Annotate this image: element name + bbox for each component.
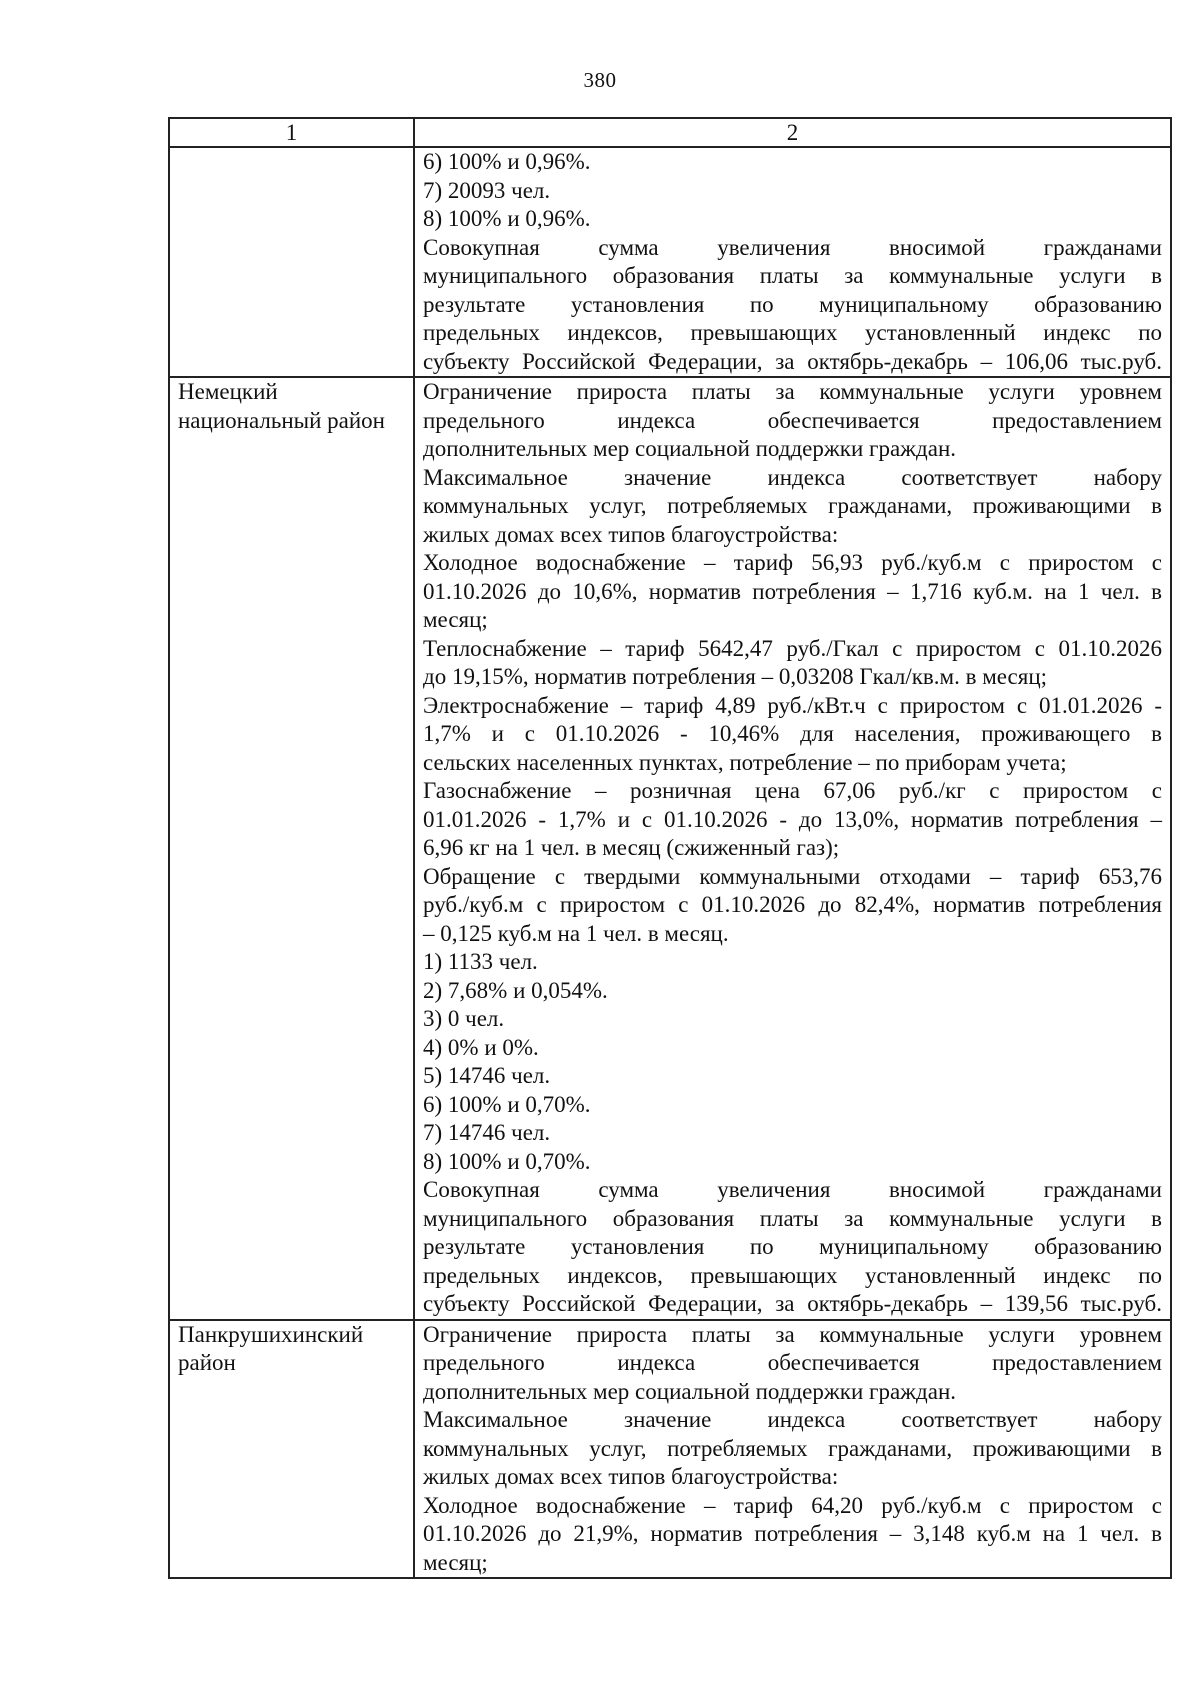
text-line: муниципального образования платы за коммунальные услуги в (423, 1205, 1162, 1231)
text-line: Газоснабжение – розничная цена 67,06 руб./кг с приростом с (423, 778, 1162, 803)
table-row (169, 377, 1171, 1320)
text-line: предельного индекса обеспечивается предоставлением (423, 1350, 1162, 1375)
text-line: 6,96 кг на 1 чел. в месяц (сжиженный газ); (423, 835, 840, 860)
text-line: предельного индекса обеспечивается предоставлением (423, 407, 1162, 433)
text-line: результате установления по муниципальному образованию (423, 291, 1162, 317)
table-row (169, 1320, 1171, 1579)
text-line: Теплоснабжение – тариф 5642,47 руб./Гкал с приростом с 01.10.2026 (423, 635, 1162, 661)
region-cell (169, 147, 414, 377)
text-line: предельных индексов, превышающих установленный индекс по (423, 320, 1162, 345)
text-line: Совокупная сумма увеличения вносимой гражданами (423, 234, 1162, 260)
text-line: 01.10.2026 до 21,9%, норматив потребления – 3,148 куб.м на 1 чел. в (423, 1521, 1162, 1546)
text-line: 4) 0% и 0%. (423, 1034, 539, 1060)
text-line: Максимальное значение индекса соответствует набору (423, 464, 1162, 490)
text-line: муниципального образования платы за коммунальные услуги в (423, 263, 1162, 288)
description-cell (414, 147, 1171, 377)
page-number: 380 (583, 68, 617, 92)
text-line: 1) 1133 чел. (423, 949, 538, 974)
text-line: 1,7% и с 01.10.2026 - 10,46% для населения, проживающего в (423, 721, 1162, 746)
table-header-row (169, 118, 1171, 147)
description-cell (414, 377, 1171, 1320)
region-name: Немецкий национальный район (178, 379, 385, 433)
text-line: предельных индексов, превышающих установленный индекс по (423, 1262, 1162, 1288)
region-name: Панкрушихинский район (178, 1321, 364, 1375)
text-line: 7) 20093 чел. (423, 177, 551, 203)
text-line: жилых домах всех типов благоустройства: (423, 521, 839, 547)
text-line: месяц; (423, 1549, 488, 1575)
text-line: руб./куб.м с приростом с 01.10.2026 до 82,4%, норматив потребления (423, 892, 1162, 917)
text-line: Электроснабжение – тариф 4,89 руб./кВт.ч с приростом с 01.01.2026 - (423, 692, 1162, 718)
text-line: 5) 14746 чел. (423, 1063, 551, 1088)
text-line: 6) 100% и 0,70%. (423, 1091, 591, 1117)
data-table (168, 117, 1172, 1579)
text-line: 01.10.2026 до 10,6%, норматив потребления – 1,716 куб.м. на 1 чел. в (423, 578, 1162, 604)
text-line: 01.01.2026 - 1,7% и с 01.10.2026 - до 13,0%, норматив потребления – (423, 806, 1162, 832)
text-line: Совокупная сумма увеличения вносимой гражданами (423, 1177, 1162, 1202)
text-line: коммунальных услуг, потребляемых гражданами, проживающими в (423, 493, 1162, 518)
text-line: субъекту Российской Федерации, за октябрь-декабрь – 106,06 тыс.руб. (423, 348, 1162, 374)
region-cell (169, 377, 414, 1320)
text-line: Максимальное значение индекса соответствует набору (423, 1407, 1162, 1432)
text-line: 8) 100% и 0,96%. (423, 206, 591, 231)
text-line: 7) 14746 чел. (423, 1120, 551, 1145)
column-header: 1 (169, 118, 414, 147)
text-line: до 19,15%, норматив потребления – 0,03208 Гкал/кв.м. в месяц; (423, 664, 1048, 689)
text-line: дополнительных мер социальной поддержки граждан. (423, 436, 957, 461)
text-line: Холодное водоснабжение – тариф 64,20 руб./куб.м с приростом с (423, 1492, 1162, 1518)
description-cell (414, 1320, 1171, 1579)
text-line: дополнительных мер социальной поддержки граждан. (423, 1378, 957, 1404)
text-line: 2) 7,68% и 0,054%. (423, 977, 608, 1003)
column-header: 2 (414, 118, 1171, 147)
table-row (169, 147, 1171, 377)
text-line: результате установления по муниципальному образованию (423, 1234, 1162, 1259)
text-line: коммунальных услуг, потребляемых гражданами, проживающими в (423, 1435, 1162, 1461)
text-line: месяц; (423, 607, 488, 632)
text-line: 6) 100% и 0,96%. (423, 149, 591, 174)
text-line: Холодное водоснабжение – тариф 56,93 руб./куб.м с приростом с (423, 550, 1162, 575)
text-line: субъекту Российской Федерации, за октябрь-декабрь – 139,56 тыс.руб. (423, 1291, 1162, 1316)
text-line: Обращение с твердыми коммунальными отходами – тариф 653,76 (423, 863, 1162, 889)
text-line: Ограничение прироста платы за коммунальные услуги уровнем (423, 1321, 1162, 1347)
text-line: Ограничение прироста платы за коммунальные услуги уровнем (423, 379, 1162, 404)
region-cell (169, 1320, 414, 1579)
text-line: 3) 0 чел. (423, 1006, 505, 1031)
text-line: сельских населенных пунктах, потребление – по приборам учета; (423, 749, 1067, 775)
text-line: – 0,125 куб.м на 1 чел. в месяц. (423, 920, 729, 946)
text-line: жилых домах всех типов благоустройства: (423, 1464, 839, 1489)
text-line: 8) 100% и 0,70%. (423, 1148, 591, 1174)
